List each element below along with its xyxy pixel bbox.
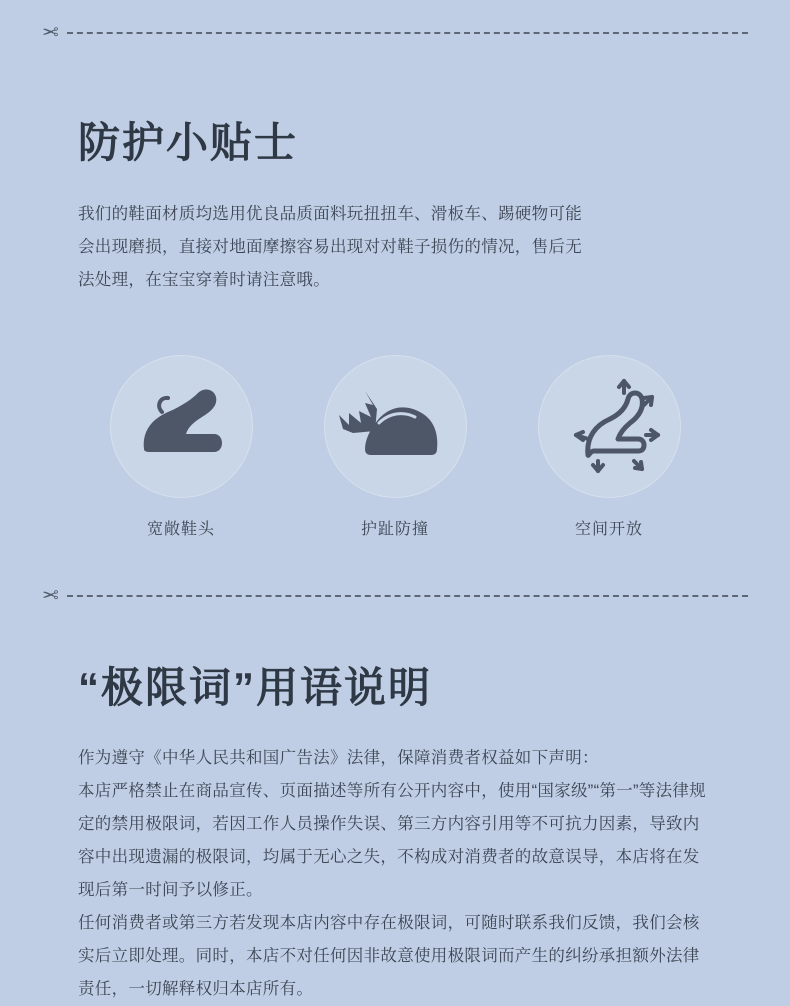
dashed-line [67, 32, 748, 34]
scissors-icon: ✂ [42, 585, 59, 608]
statement-paragraph-2: 本店严格禁止在商品宣传、页面描述等所有公开内容中，使用“国家级”“第一”等法律规定的禁用极限词，若因工作人员操作失误、第三方内容引用等不可抗力因素，导致内容中出现遗漏的极限词，均属于无心之失，不构成对消费者的故意误导，本店将在发现后第一时间予以修正。 [78, 781, 706, 899]
toe-impact-protection-icon [335, 379, 455, 474]
statement-paragraph-3: 任何消费者或第三方若发现本店内容中存在极限词，可随时联系我们反馈，我们会核实后立即处理。同时，本店不对任何因非故意使用极限词而产生的纠纷承担额外法律责任，一切解释权归本店所有。 [78, 913, 700, 998]
page-title-protection-tips: 防护小贴士 [78, 119, 299, 166]
feature-item-open-space [534, 355, 684, 539]
feature-label: 空间开放 [574, 521, 643, 539]
feature-label: 宽敞鞋头 [146, 521, 215, 539]
wide-toe-foot-icon [126, 379, 236, 474]
open-space-foot-icon [554, 377, 664, 477]
divider-top [42, 18, 748, 48]
extreme-words-body [78, 742, 712, 1006]
feature-label: 护趾防撞 [360, 521, 429, 539]
feature-list [78, 355, 712, 539]
feature-circle [538, 355, 681, 498]
feature-item-toe-protection [320, 355, 470, 539]
feature-item-wide-toe [106, 355, 256, 539]
page-title-extreme-words: “极限词”用语说明 [78, 664, 433, 712]
divider-middle [42, 581, 748, 611]
statement-paragraph-1: 作为遵守《中华人民共和国广告法》法律，保障消费者权益如下声明： [78, 748, 599, 767]
section-protection-tips [0, 48, 790, 539]
section-extreme-words-statement [0, 611, 790, 1005]
scissors-icon: ✂ [42, 22, 59, 44]
dashed-line [67, 595, 748, 597]
feature-circle [110, 355, 253, 498]
feature-circle [324, 355, 467, 498]
protection-tips-paragraph: 我们的鞋面材质均选用优良品质面料玩扭扭车、滑板车、踢硬物可能会出现磨损，直接对地面摩擦容易出现对对鞋子损伤的情况，售后无法处理，在宝宝穿着时请注意哦。 [78, 205, 582, 290]
